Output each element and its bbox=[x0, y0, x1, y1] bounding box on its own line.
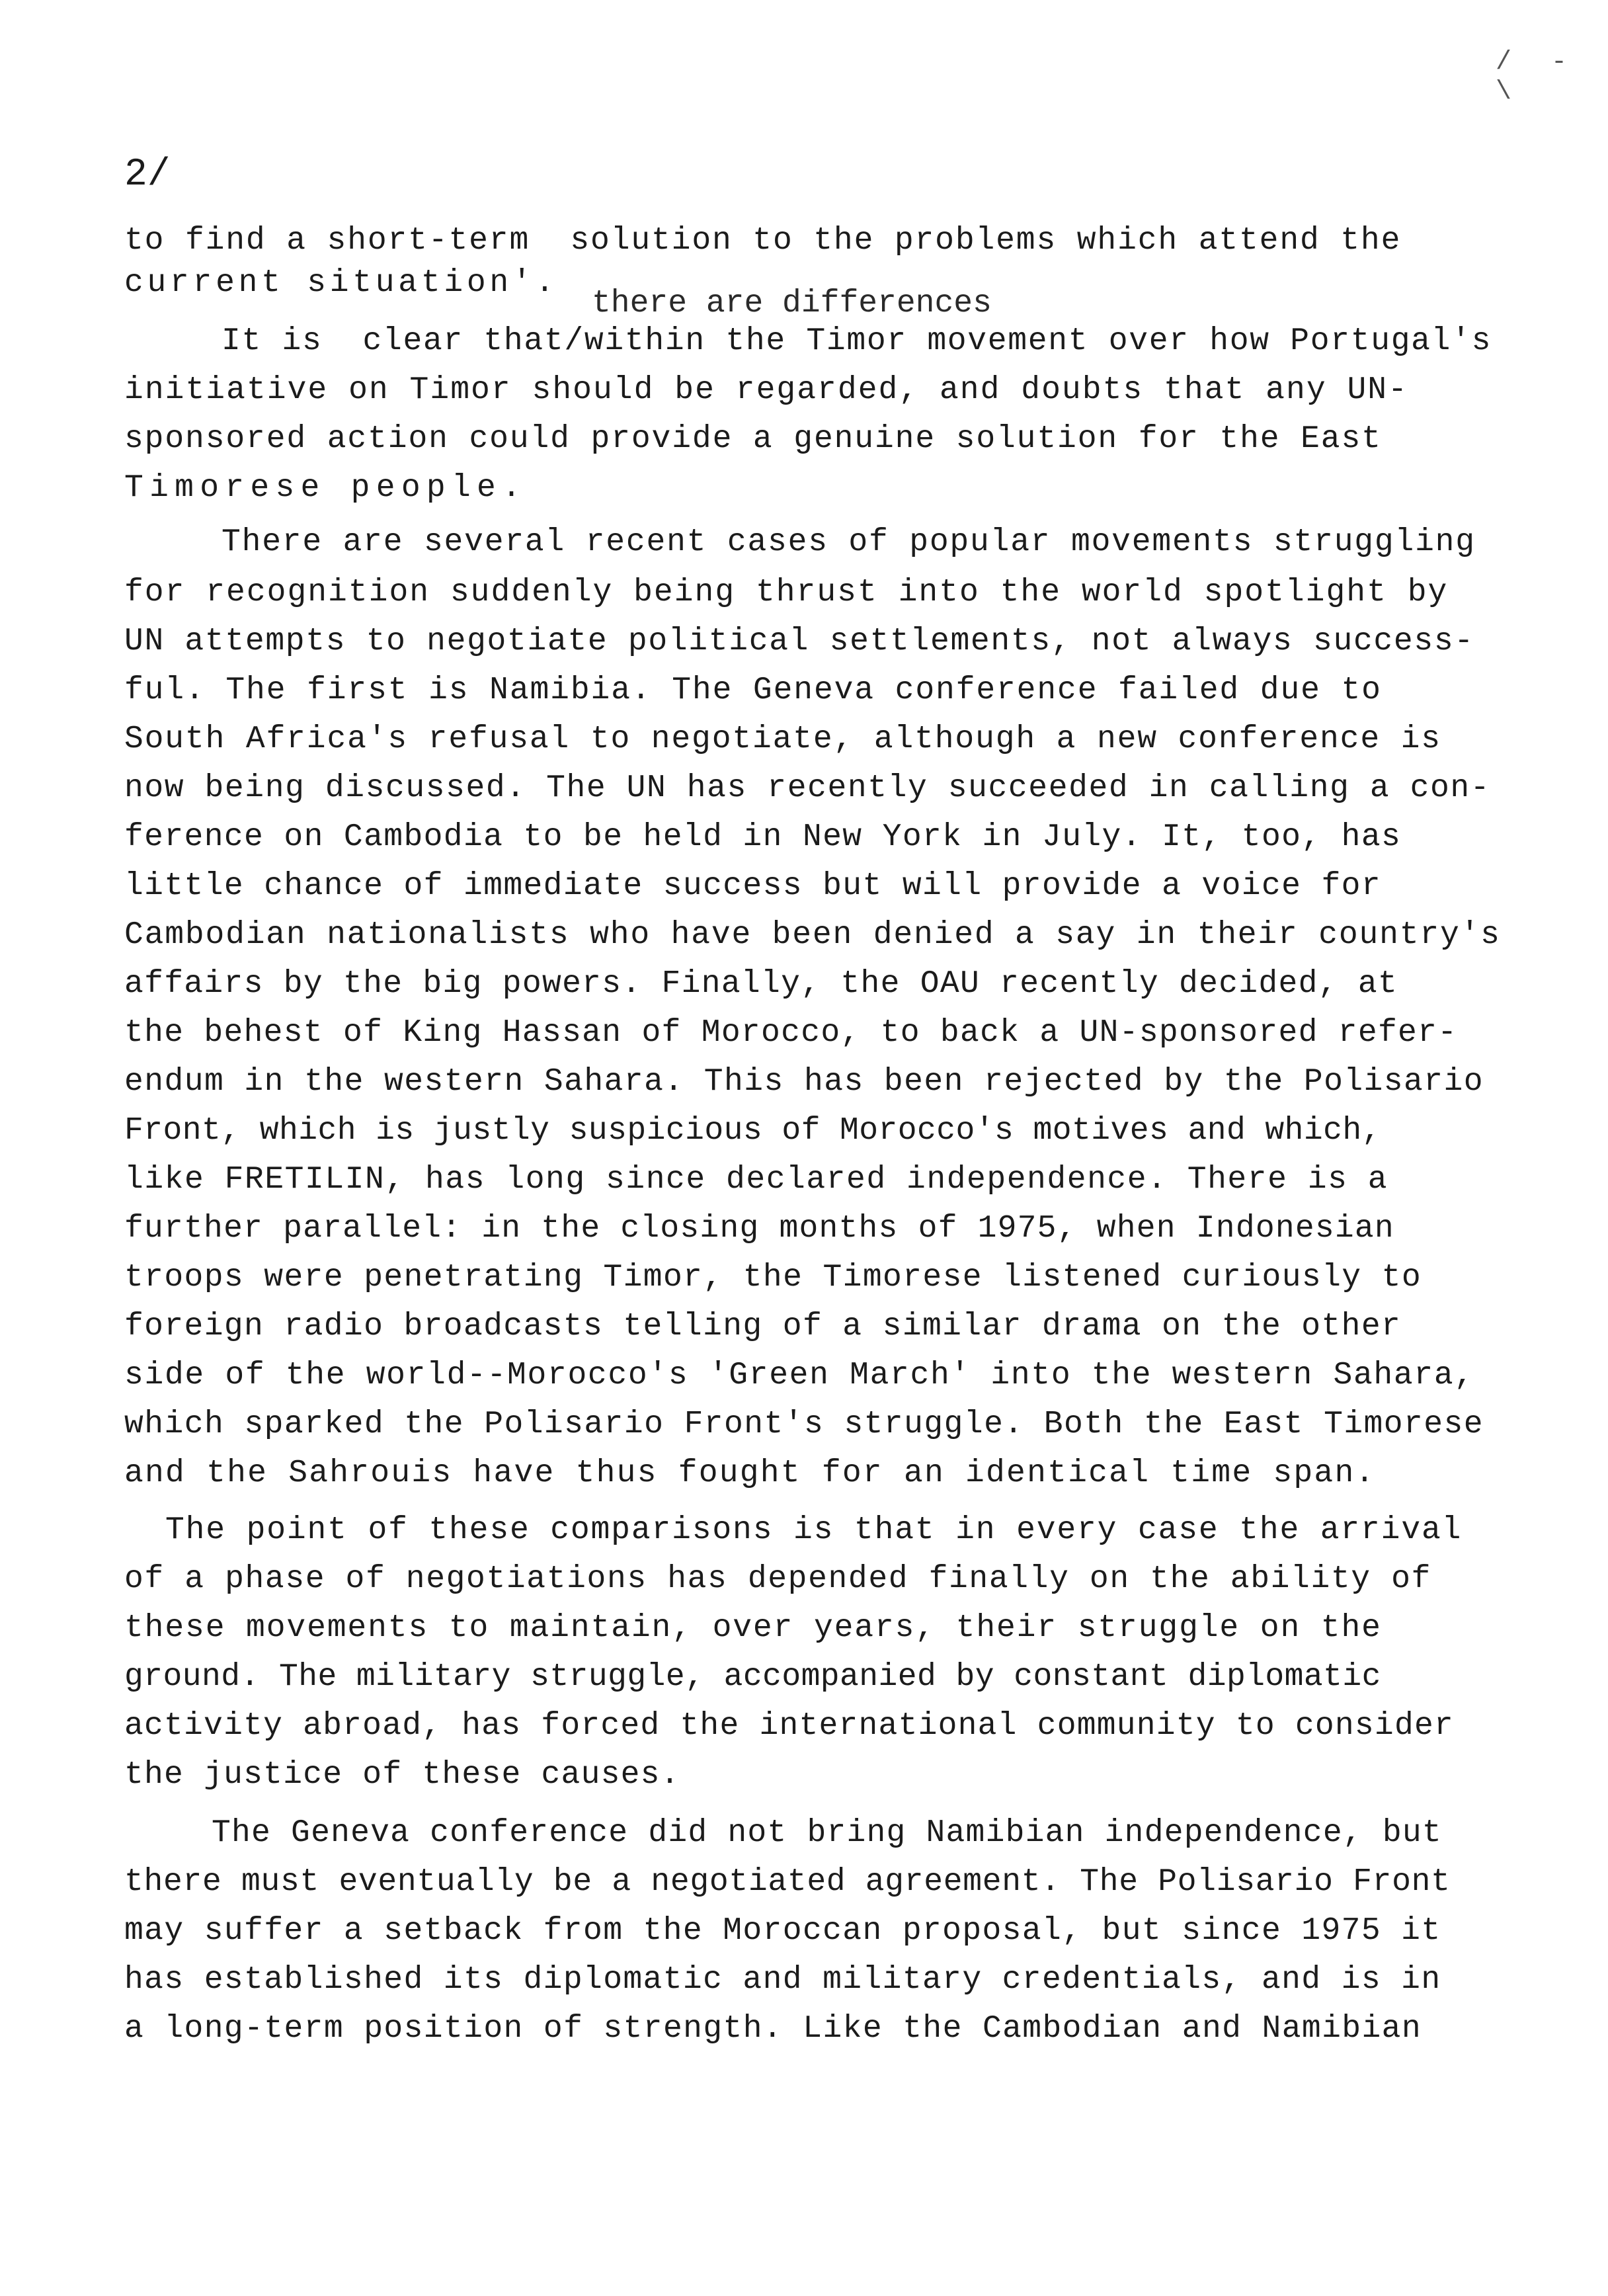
text-line: ful. The first is Namibia. The Geneva conference failed due to bbox=[124, 673, 1382, 708]
text-line: may suffer a setback from the Moroccan proposal, but since 1975 it bbox=[124, 1913, 1441, 1949]
text-line: of a phase of negotiations has depended finally on the ability of bbox=[124, 1561, 1431, 1597]
text-line: activity abroad, has forced the international community to consider bbox=[124, 1708, 1454, 1744]
text-line: sponsored action could provide a genuine solution for the East bbox=[124, 421, 1382, 457]
text-line: to find a short-term solution to the problems which attend the bbox=[124, 223, 1402, 259]
text-line: there must eventually be a negotiated agreement. The Polisario Front bbox=[124, 1864, 1451, 1900]
text-line: and the Sahrouis have thus fought for an identical time span. bbox=[124, 1456, 1376, 1491]
text-line: ference on Cambodia to be held in New York in July. It, too, has bbox=[124, 819, 1402, 855]
text-line: troops were penetrating Timor, the Timorese listened curiously to bbox=[124, 1260, 1422, 1295]
text-line: like FRETILIN, has long since declared independence. There is a bbox=[124, 1162, 1388, 1198]
text-line: ground. The military struggle, accompanied by constant diplomatic bbox=[124, 1659, 1381, 1695]
text-line: these movements to maintain, over years, their struggle on the bbox=[124, 1610, 1382, 1646]
text-line: The point of these comparisons is that in every case the arrival bbox=[165, 1512, 1463, 1548]
text-line: Front, which is justly suspicious of Morocco's motives and which, bbox=[124, 1113, 1381, 1149]
text-line: a long-term position of strength. Like the Cambodian and Namibian bbox=[124, 2011, 1422, 2047]
text-line: for recognition suddenly being thrust into the world spotlight by bbox=[124, 575, 1449, 610]
page-number: 2/ bbox=[124, 153, 171, 196]
text-line: foreign radio broadcasts telling of a similar drama on the other bbox=[124, 1309, 1402, 1344]
text-line: little chance of immediate success but will provide a voice for bbox=[124, 868, 1382, 904]
text-line: the behest of King Hassan of Morocco, to back a UN-sponsored refer- bbox=[124, 1015, 1458, 1051]
text-line: initiative on Timor should be regarded, and doubts that any UN- bbox=[124, 372, 1408, 408]
handwritten-insertion: there are differences bbox=[592, 286, 992, 321]
text-line: The Geneva conference did not bring Namibian independence, but bbox=[212, 1815, 1442, 1851]
text-line: There are several recent cases of popular movements struggling bbox=[221, 524, 1476, 560]
text-line: Timorese people. bbox=[124, 470, 528, 506]
text-line: UN attempts to negotiate political settlements, not always success- bbox=[124, 624, 1474, 659]
text-line: side of the world--Morocco's 'Green March' into the western Sahara, bbox=[124, 1358, 1474, 1393]
text-line: has established its diplomatic and military credentials, and is in bbox=[124, 1962, 1441, 1998]
text-line: It is clear that/within the Timor movement over how Portugal's bbox=[221, 323, 1492, 359]
text-line: South Africa's refusal to negotiate, although a new conference is bbox=[124, 721, 1441, 757]
text-line: further parallel: in the closing months of 1975, when Indonesian bbox=[124, 1211, 1394, 1247]
text-line: Cambodian nationalists who have been denied a say in their country's bbox=[124, 917, 1501, 953]
text-line: affairs by the big powers. Finally, the OAU recently decided, at bbox=[124, 966, 1398, 1002]
text-line: now being discussed. The UN has recently succeeded in calling a con- bbox=[124, 770, 1491, 806]
text-line: the justice of these causes. bbox=[124, 1757, 680, 1793]
text-line: endum in the western Sahara. This has been rejected by the Polisario bbox=[124, 1064, 1484, 1100]
text-line: current situation'. bbox=[124, 265, 558, 301]
text-line: which sparked the Polisario Front's struggle. Both the East Timorese bbox=[124, 1407, 1484, 1442]
corner-mark: / - \ bbox=[1496, 48, 1580, 107]
